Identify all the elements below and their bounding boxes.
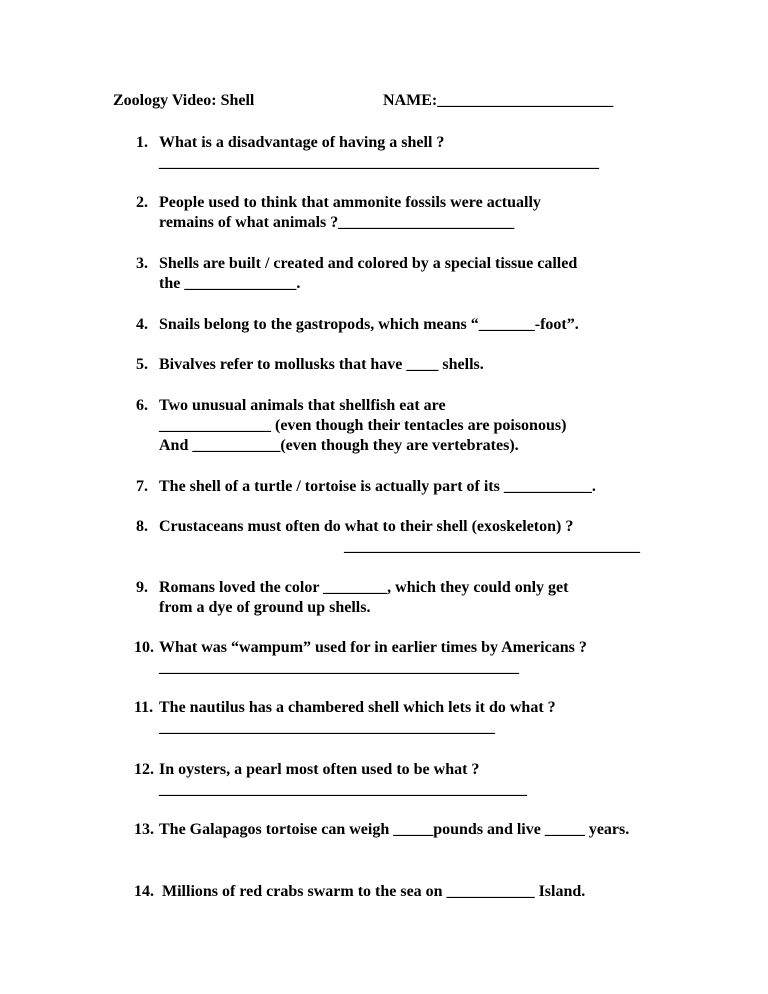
question-5-number: 5. [136,356,148,373]
question-4-text: Snails belong to the gastropods, which means “_______-foot”. [159,316,579,333]
question-3-number: 3. [136,255,148,272]
question-7-number: 7. [136,478,148,495]
question-2-text: People used to think that ammonite fossils were actually [159,194,541,211]
question-10-number: 10. [134,639,154,656]
question-9-text-2: from a dye of ground up shells. [159,599,371,616]
question-12-answer-line: ______________________________________________ [159,781,527,798]
question-9-number: 9. [136,579,148,596]
question-11-answer-line: __________________________________________ [159,719,495,736]
question-6-text-3: And ___________(even though they are vertebrates). [159,437,519,454]
question-2-text-2: remains of what animals ?______________________ [159,214,515,231]
question-12-text: In oysters, a pearl most often used to be what ? [159,761,480,778]
question-4-number: 4. [136,316,148,333]
question-13-number: 13. [134,821,154,838]
question-3-text: Shells are built / created and colored by a special tissue called [159,255,578,272]
question-10-text: What was “wampum” used for in earlier times by Americans ? [159,639,587,656]
question-10-answer-line: _____________________________________________ [159,659,519,676]
question-5-text: Bivalves refer to mollusks that have ____ shells. [159,356,484,373]
question-6-text-2: ______________ (even though their tentacles are poisonous) [159,417,567,434]
page-title: Zoology Video: Shell [113,92,255,109]
question-1-text: What is a disadvantage of having a shell ? [159,134,445,151]
name-field-label: NAME:______________________ [383,92,614,109]
question-14-text: Millions of red crabs swarm to the sea on ___________ Island. [162,883,586,900]
question-7-text: The shell of a turtle / tortoise is actually part of its ___________. [159,478,596,495]
question-6-text: Two unusual animals that shellfish eat are [159,397,446,414]
question-2-number: 2. [136,194,148,211]
question-8-number: 8. [136,518,148,535]
question-9-text: Romans loved the color ________, which they could only get [159,579,569,596]
question-6-number: 6. [136,397,148,414]
question-8-answer-line: _____________________________________ [344,538,640,555]
question-11-text: The nautilus has a chambered shell which lets it do what ? [159,699,556,716]
question-3-text-2: the ______________. [159,275,301,292]
question-11-number: 11. [134,699,154,716]
question-1-number: 1. [136,134,148,151]
question-1-answer-line: _______________________________________________________ [159,154,599,171]
question-8-text: Crustaceans must often do what to their shell (exoskeleton) ? [159,518,574,535]
question-13-text: The Galapagos tortoise can weigh _____pounds and live _____ years. [159,821,630,838]
question-12-number: 12. [134,761,154,778]
question-14-number: 14. [134,883,154,900]
